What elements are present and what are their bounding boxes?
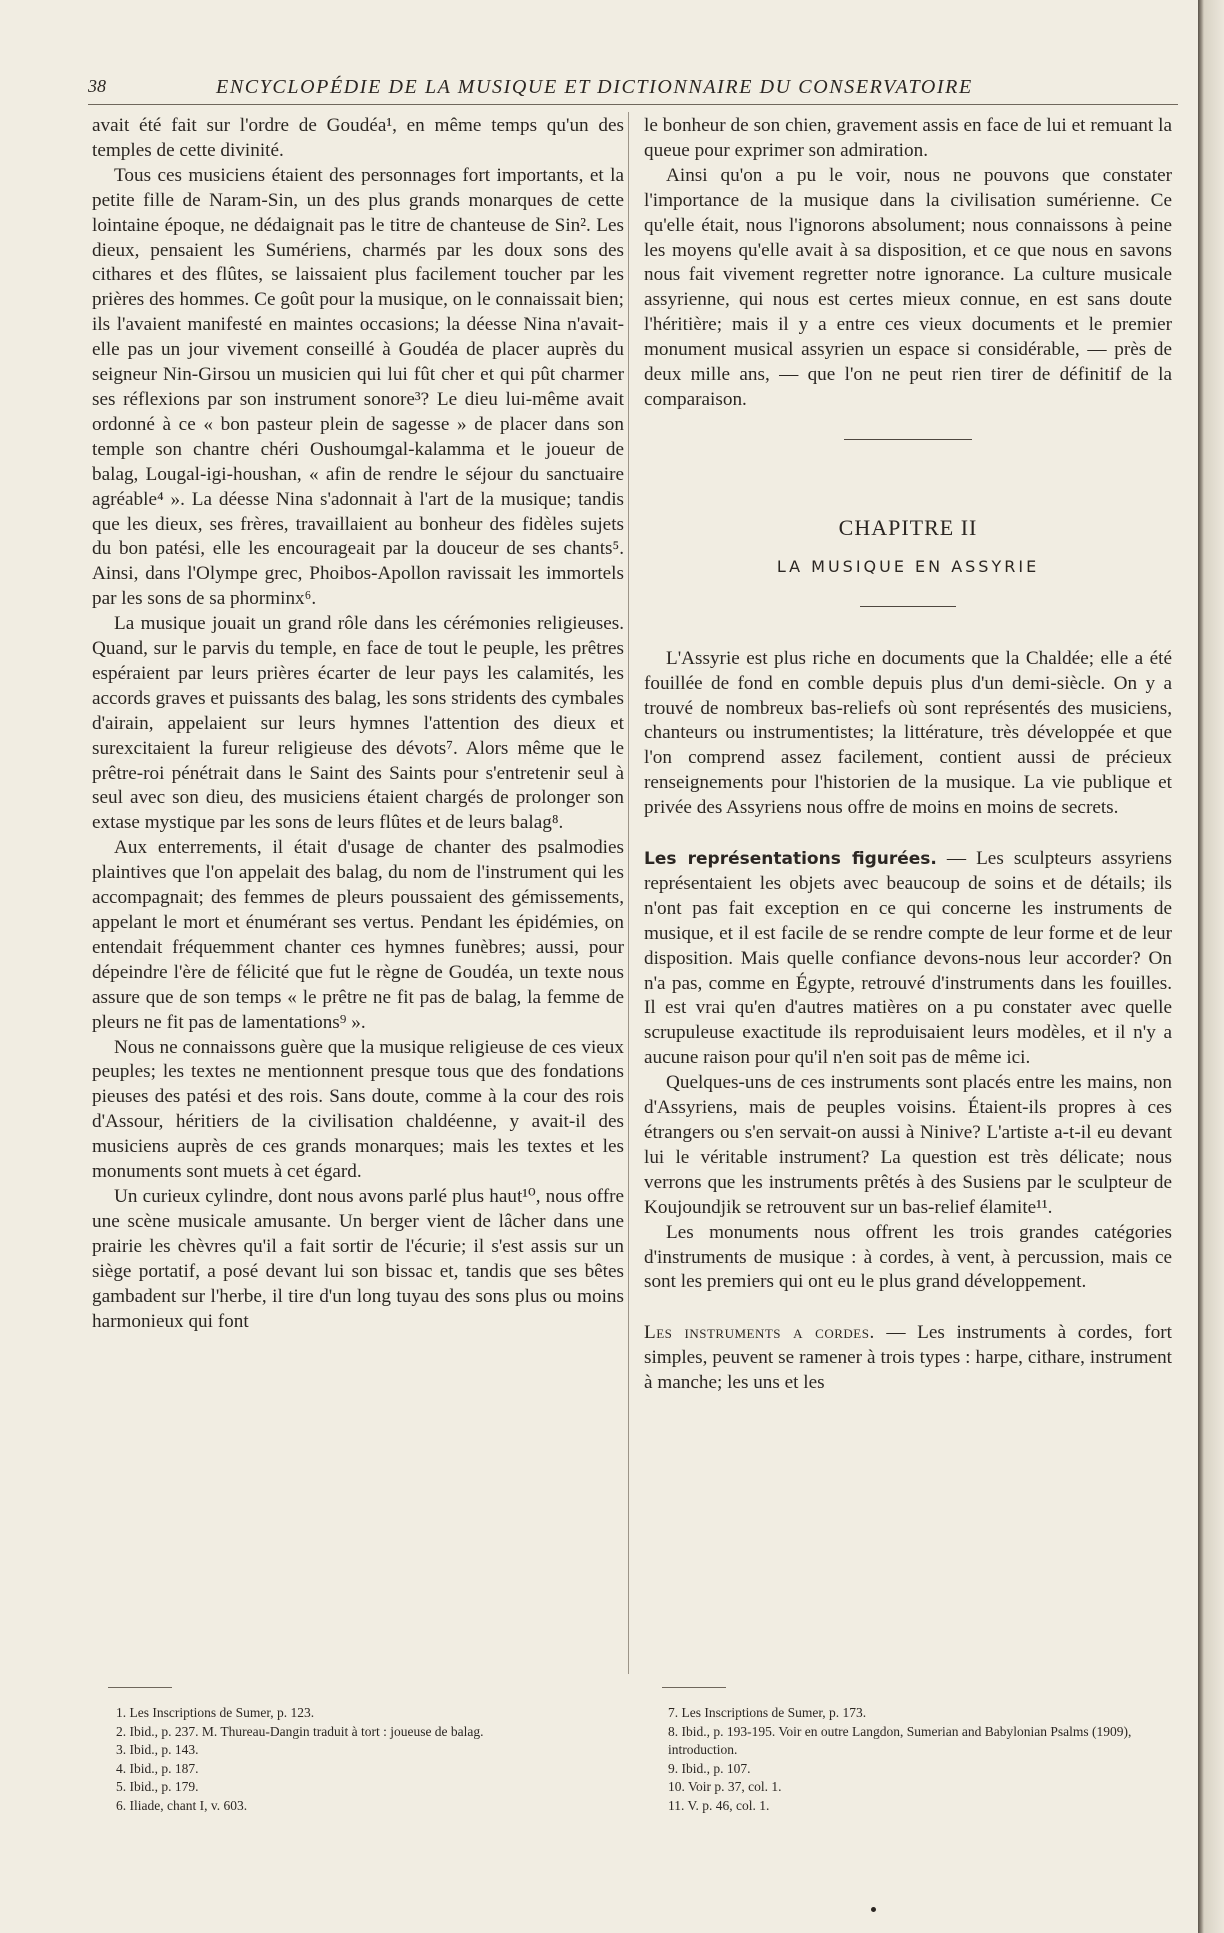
- footnote: 11. V. p. 46, col. 1.: [668, 1797, 770, 1813]
- chapter-title: CHAPITRE II: [838, 514, 978, 540]
- footnote: 7. Les Inscriptions de Sumer, p. 173.: [668, 1705, 867, 1720]
- paragraph-text: — Les sculpteurs assyriens représentaient les objets avec beaucoup de soins et de détails; ils n'ont pas fait exception en ce qui concerne les instruments de musique, et il est facile de se rendre compte de leur forme et de leur disposition. Mais quelle confiance devons-nous leur accorder? On n'a pas, comme en Égypte, retrouvé d'instruments dans les fouilles. Il est vrai qu'en d'autres matières on a pu constater avec quelle scrupuleuse exactitude ils reproduisaient leurs modèles, et il n'y a aucune raison pour qu'il n'en soit pas de même ici.: [644, 848, 1172, 1069]
- footnote: 3. Ibid., p. 143.: [116, 1742, 199, 1758]
- footnote: 8. Ibid., p. 193-195. Voir en outre Langdon, Sumerian and Babylonian Psalms (1909), introduction.: [668, 1723, 1132, 1758]
- footnote: 4. Ibid., p. 187.: [116, 1760, 199, 1776]
- paragraph: [644, 1321, 1172, 1396]
- paragraph: Les monuments nous offrent les trois grandes catégories d'instruments de musique : à cordes, à vent, à percussion, mais ce sont les premiers qui ont eu le plus grand développement.: [644, 1221, 1172, 1293]
- paragraph: Quelques-uns de ces instruments sont placés entre les mains, non d'Assyriens, mais de peuples voisins. Étaient-ils propres à ces étrangers ou s'en servait-on aussi à Ninive? L'artiste a-t-il eu devant lui le véritable instrument? La question est très délicate; nous verrons que les instruments prêtés à des Susiens par le sculpteur de Koujoundjik se retrouvent sur un bas-relief élamite¹¹.: [644, 1072, 1172, 1218]
- column-divider: [628, 112, 629, 1674]
- book-gutter-edge: [1198, 0, 1224, 1933]
- page-mark: [871, 1907, 876, 1912]
- page-number: 38: [88, 76, 106, 96]
- section-heading: Les instruments a cordes.: [644, 1322, 875, 1344]
- running-head: ENCYCLOPÉDIE DE LA MUSIQUE ET DICTIONNAIRE DU CONSERVATOIRE: [216, 76, 973, 98]
- footnote: 1. Les Inscriptions de Sumer, p. 123.: [116, 1705, 315, 1720]
- right-column: [644, 114, 1172, 1396]
- paragraph: La musique jouait un grand rôle dans les cérémonies religieuses. Quand, sur le parvis du temple, en face de tout le peuple, les prêtres espéraient par leurs prières écarter de leur pays les calamités, les accords graves et puissants des balag, les sons stridents des cymbales d'airain, appelaient sur leurs hymnes l'attention des dieux et surexcitaient la fureur religieuse des dévots⁷. Alors même que le prêtre-roi pénétrait dans le Saint des Saints pour s'entretenir seul à seul avec son dieu, des musiciens étaient chargés de prolonger son extase mystique par les sons de leurs flûtes et de leurs balag⁸.: [92, 613, 624, 834]
- footnotes-left: [116, 1704, 616, 1816]
- paragraph: [644, 847, 1172, 1071]
- paragraph: avait été fait sur l'ordre de Goudéa¹, en même temps qu'un des temples de cette divinité.: [92, 115, 624, 161]
- footnote: 5. Ibid., p. 179.: [116, 1779, 199, 1795]
- paragraph: Un curieux cylindre, dont nous avons parlé plus haut¹⁰, nous offre une scène musicale amusante. Un berger vient de lâcher dans une prairie les chèvres qu'il a fait sortir de l'écurie; il s'est assis sur un siège portatif, a posé devant lui son bissac et, tandis que ses bêtes gambadent sur l'herbe, il tire d'un long tuyau des sons plus ou moins harmonieux qui font: [92, 1185, 624, 1332]
- paragraph: le bonheur de son chien, gravement assis en face de lui et remuant la queue pour exprimer son admiration.: [644, 115, 1172, 161]
- left-column: [92, 114, 624, 1334]
- paragraph: Ainsi qu'on a pu le voir, nous ne pouvons que constater l'importance de la musique dans la civilisation sumérienne. Ce qu'elle était, nous l'ignorons absolument; nous connaissons à peine les moyens qu'elle avait à sa disposition, et ce que nous en savons nous fait vivement regretter notre ignorance. La culture musicale assyrienne, qui nous est certes mieux connue, en est sans doute l'héritière; mais il y a entre ces vieux documents et le premier monument musical assyrien un espace si considérable, — près de deux mille ans, — que l'on ne peut rien tirer de définitif de la comparaison.: [644, 164, 1172, 410]
- chapter-subtitle: LA MUSIQUE EN ASSYRIE: [776, 556, 1040, 576]
- paragraph: L'Assyrie est plus riche en documents que la Chaldée; elle a été fouillée de fond en comble depuis plus d'un demi-siècle. On y a trouvé de nombreux bas-reliefs où sont représentés des musiciens, chanteurs ou instrumentistes; la littérature, très développée et que l'on comprend assez facilement, contient aussi de précieux renseignements pour l'historien de la musique. La vie publique et privée des Assyriens nous offre de moins en moins de secrets.: [644, 647, 1172, 819]
- paragraph: Tous ces musiciens étaient des personnages fort importants, et la petite fille de Naram-Sin, un des plus grands monarques de cette lointaine époque, ne dédaignait pas le titre de chanteuse de Sin². Les dieux, pensaient les Sumériens, charmés par les doux sons des cithares et des flûtes, se laissaient plus facilement toucher par les prières des hommes. Ce goût pour la musique, on le connaissait bien; ils l'avaient manifesté en maintes occasions; la déesse Nina n'avait-elle pas un jour vivement conseillé à Goudéa de placer auprès du seigneur Nin-Girsou un musicien qui lui fût cher et qui pût charmer ses réflexions par son instrument sonore³? Le dieu lui-même avait ordonné à ce « bon pasteur plein de sagesse » de placer dans son temple son chantre chéri Oushoumgal-kalamma et le joueur de balag, Lougal-igi-houshan, « afin de rendre le séjour du sanctuaire agréable⁴ ». La déesse Nina s'adonnait à l'art de la musique; tandis que les dieux, ses frères, travaillaient au bonheur des fidèles sujets du bon patési, elle les encourageait par la douceur de ses chants⁵. Ainsi, dans l'Olympe grec, Phoibos-Apollon ravissait les immortels par les sons de sa phorminx⁶.: [92, 164, 624, 610]
- section-heading: Les représentations figurées.: [644, 849, 937, 870]
- page-header: [88, 74, 1178, 105]
- paragraph: Aux enterrements, il était d'usage de chanter des psalmodies plaintives que l'on appelait des balag, du nom de l'instrument qui les accompagnait; des femmes de pleurs poussaient des gémissements, appelant le mort et énumérant ses vertus. Pendant les épidémies, on entendait fréquemment chanter ces hymnes funèbres; aussi, pour dépeindre l'ère de félicité que fut le règne de Goudéa, un texte nous assure que de son temps « le prêtre ne fit pas de balag, la femme de pleurs ne fit pas de lamentations⁹ ».: [92, 837, 624, 1033]
- paragraph-text: — Les instruments à cordes, fort simples, peuvent se ramener à trois types : harpe, cithare, instrument à manche; les uns et les: [644, 1322, 1173, 1394]
- footnote-rule: [108, 1687, 172, 1688]
- footnotes-right: [668, 1704, 1174, 1816]
- section-rule: [844, 439, 972, 440]
- paragraph: Nous ne connaissons guère que la musique religieuse de ces vieux peuples; les textes ne mentionnent presque tous que des fondations pieuses des patési et des rois. Sans doute, comme à la cour des rois d'Assour, héritiers de la civilisation chaldéenne, y avait-il des musiciens auprès de ces grands monarques; mais les textes et les monuments sont muets à cet égard.: [92, 1036, 624, 1183]
- footnote: 2. Ibid., p. 237. M. Thureau-Dangin traduit à tort : joueuse de balag.: [116, 1723, 484, 1739]
- footnote: 10. Voir p. 37, col. 1.: [668, 1779, 782, 1795]
- footnote: 6. Iliade, chant I, v. 603.: [116, 1797, 248, 1813]
- footnote-rule: [662, 1687, 726, 1688]
- footnote: 9. Ibid., p. 107.: [668, 1760, 751, 1776]
